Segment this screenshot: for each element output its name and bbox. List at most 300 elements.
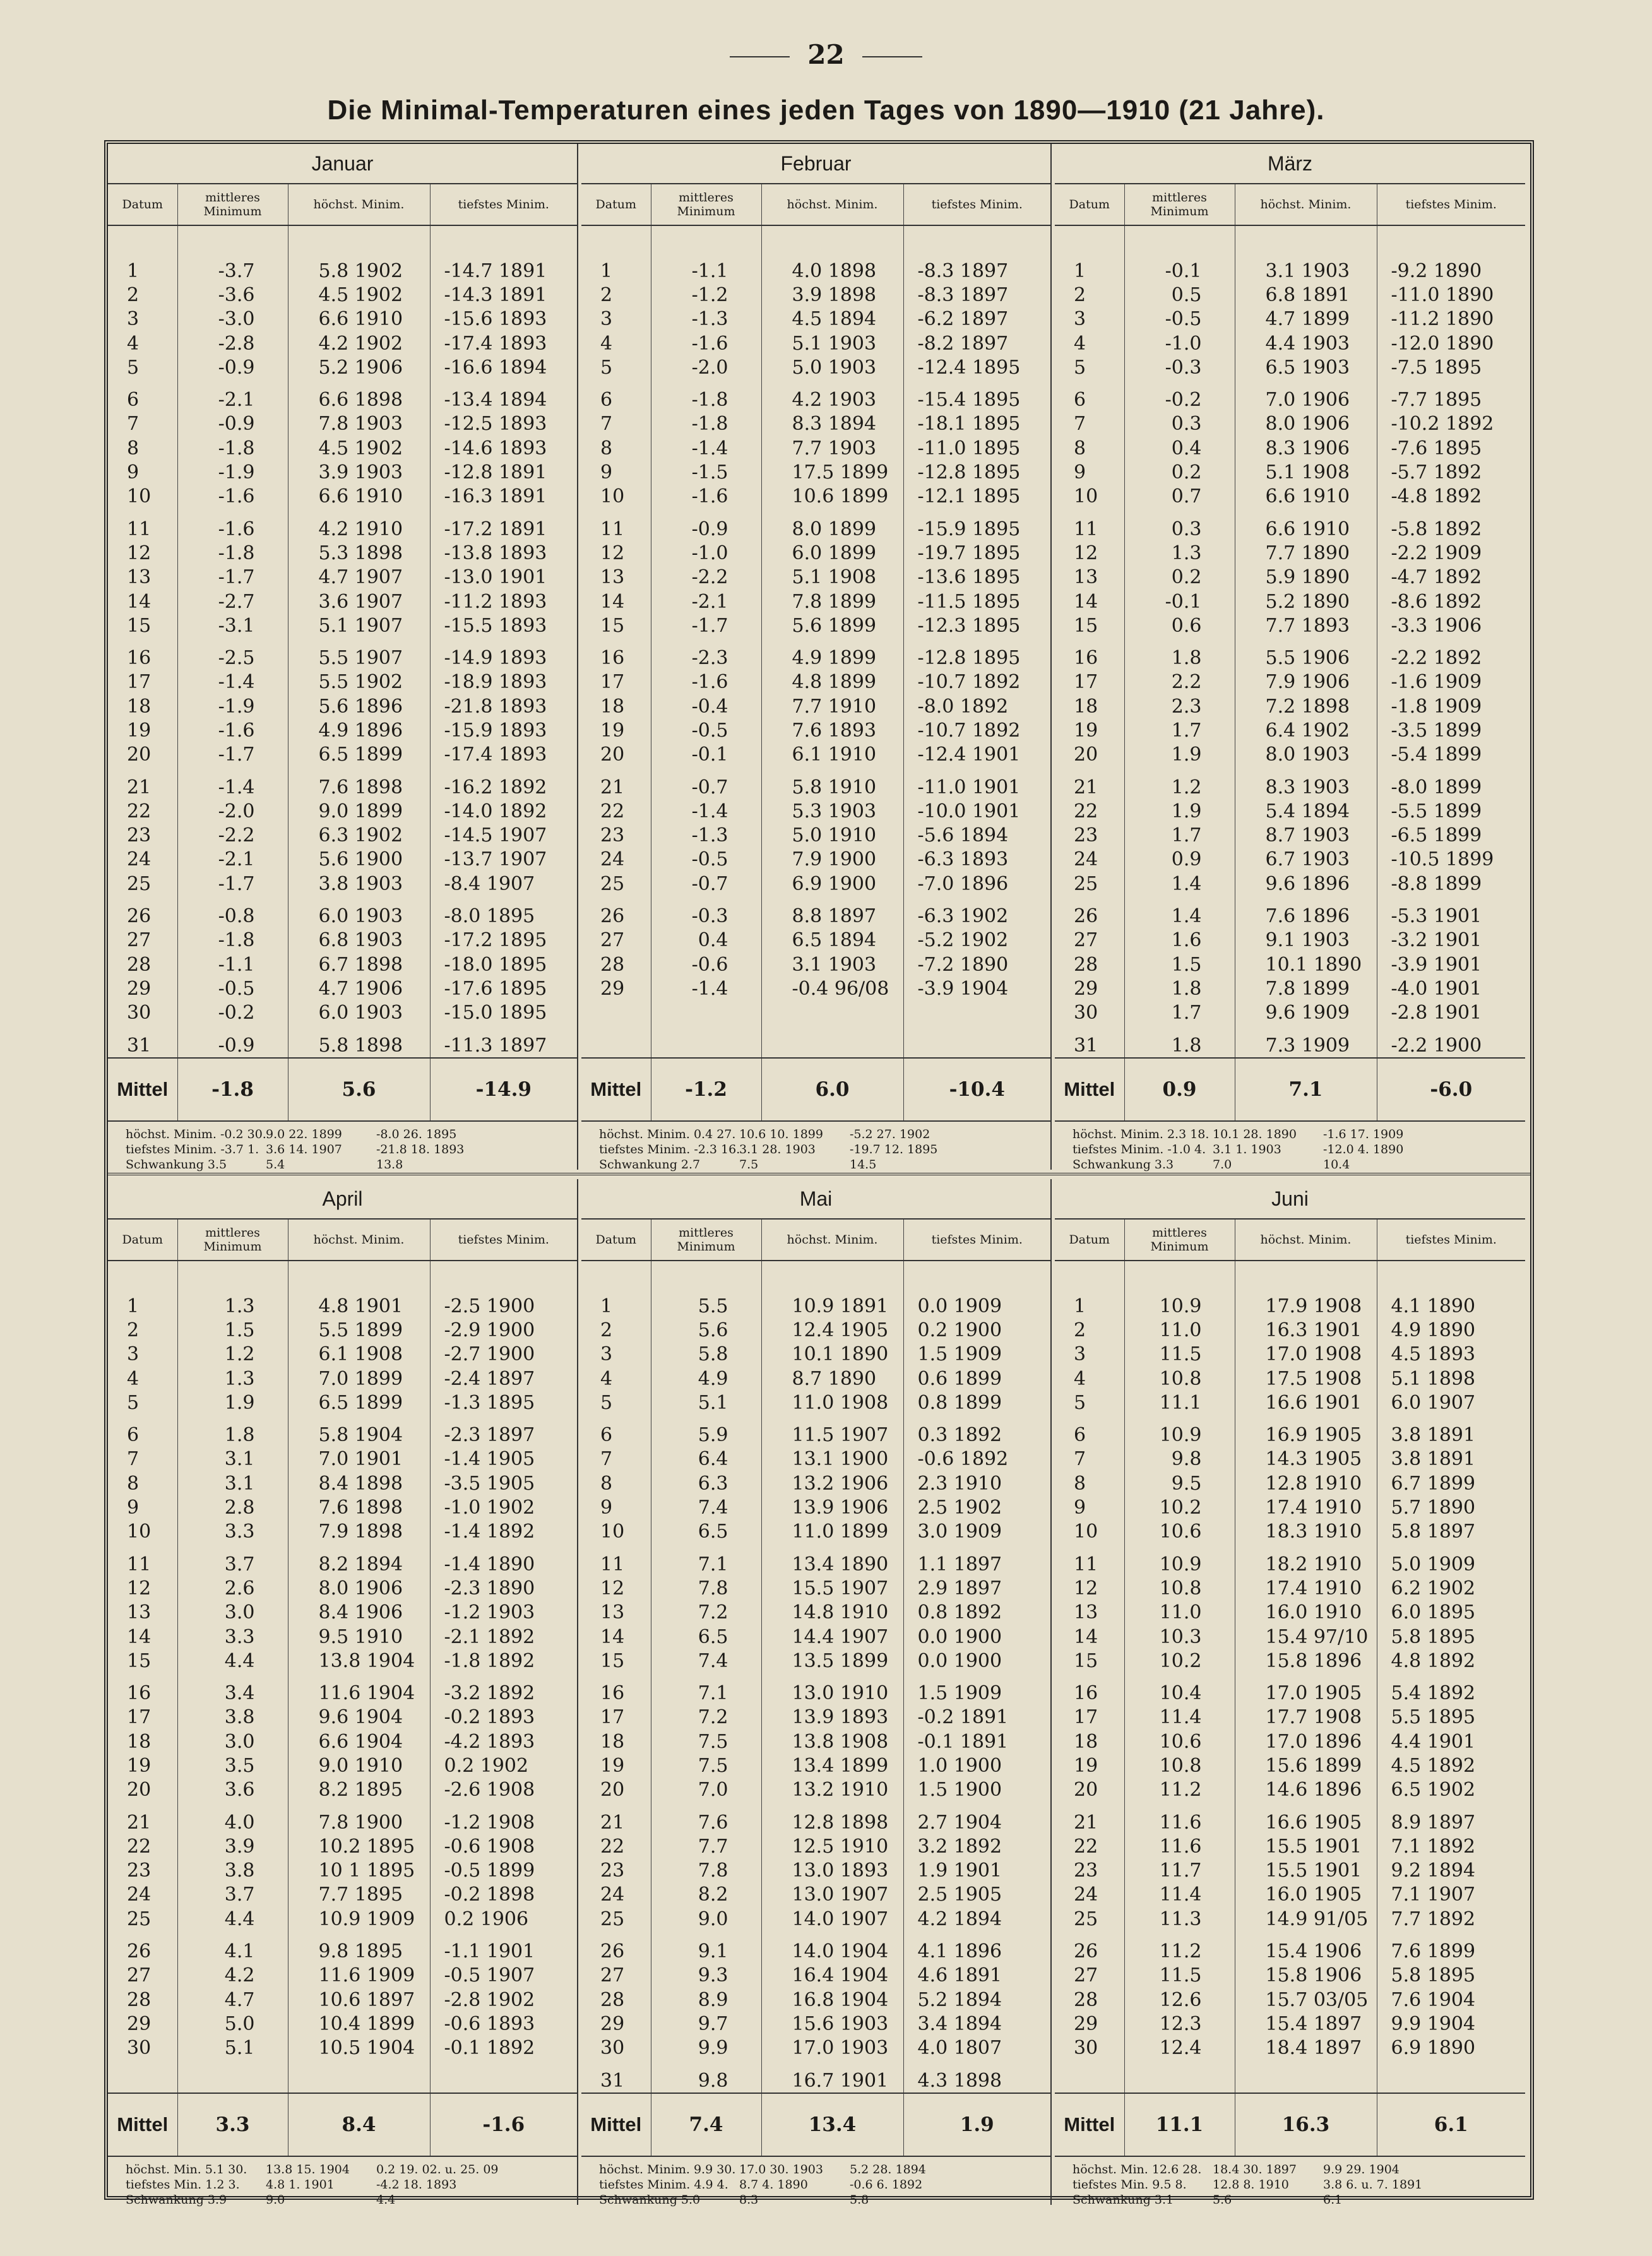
day-cell: 9	[1055, 460, 1124, 484]
day-cell: 15	[1055, 614, 1124, 638]
highest-min-cell: 8.4 1898	[288, 1471, 430, 1495]
table-row	[581, 694, 1050, 718]
lowest-min-cell: -1.3 1895	[444, 1391, 535, 1414]
highest-min-cell: 16.7 1901	[761, 2060, 903, 2093]
mean-min-cell: -1.0	[651, 541, 761, 565]
table-row	[108, 1802, 577, 1834]
highest-min-cell: 7.6 1898	[288, 1495, 430, 1519]
lowest-min-cell: 2.5 1905	[917, 1884, 1002, 1906]
lowest-min-cell: 6.0 1895	[1391, 1601, 1476, 1624]
day-cell: 27	[108, 929, 177, 953]
month-table	[1055, 144, 1525, 1122]
mean-min-cell: 4.4	[177, 1907, 288, 1931]
lowest-min-cell: 4.0 1807	[917, 2037, 1002, 2060]
table-row	[581, 1673, 1050, 1705]
mean-min-cell: -2.0	[651, 355, 761, 379]
table-row	[1055, 1520, 1525, 1544]
month-table	[108, 1179, 577, 2157]
highest-min-cell: 13.9 1906	[761, 1495, 903, 1519]
mean-min-cell: -2.2	[177, 824, 288, 848]
mean-min-cell: -1.4	[177, 767, 288, 799]
mittel-label: Mittel	[581, 2093, 651, 2156]
highest-min-cell: 14.0 1907	[761, 1907, 903, 1931]
highest-min-cell: 5.2 1890	[1235, 590, 1377, 614]
mean-min-cell: 7.2	[651, 1601, 761, 1625]
mittel-lowest: -10.4	[903, 1058, 1050, 1121]
mean-min-cell: 1.4	[1124, 872, 1235, 896]
day-cell: 31	[108, 1025, 177, 1058]
mean-min-cell: 4.4	[177, 1649, 288, 1673]
highest-min-cell: 10.1 1890	[761, 1343, 903, 1367]
highest-min-cell: 7.2 1898	[1235, 694, 1377, 718]
mean-min-cell: -1.0	[1124, 331, 1235, 355]
table-row	[108, 1495, 577, 1519]
table-row	[108, 1625, 577, 1649]
lowest-min-cell: -1.1 1901	[444, 1940, 535, 1963]
day-cell: 29	[581, 977, 651, 1000]
extremes-block	[581, 2157, 1050, 2207]
highest-min-cell: 17.0 1896	[1235, 1730, 1377, 1754]
day-cell: 29	[1055, 977, 1124, 1000]
highest-min-cell: 8.0 1899	[761, 509, 903, 541]
mean-min-cell: -0.1	[1124, 590, 1235, 614]
table-row	[108, 670, 577, 694]
day-cell: 7	[1055, 412, 1124, 436]
highest-min-cell: 17.4 1910	[1235, 1576, 1377, 1600]
table-row	[581, 1520, 1050, 1544]
mean-min-cell: -1.6	[651, 485, 761, 509]
mean-min-cell: 9.7	[651, 2012, 761, 2036]
highest-min-cell: 15.7 03/05	[1235, 1988, 1377, 2012]
day-cell: 19	[1055, 1754, 1124, 1778]
mean-min-cell: -1.9	[177, 694, 288, 718]
mean-min-cell: 3.3	[177, 1625, 288, 1649]
day-cell: 19	[108, 718, 177, 742]
extremes-highest: 9.0	[266, 2193, 285, 2207]
highest-min-cell: 6.0 1899	[761, 541, 903, 565]
extremes-lowest: 5.8	[850, 2193, 869, 2207]
table-row	[108, 1730, 577, 1754]
highest-min-cell: 4.9 1896	[288, 718, 430, 742]
day-cell: 5	[1055, 1391, 1124, 1415]
lowest-min-cell: -13.7 1907	[444, 848, 547, 871]
table-row	[1055, 1964, 1525, 1988]
day-cell: 4	[108, 331, 177, 355]
day-cell: 26	[108, 1931, 177, 1963]
mean-min-cell: 10.2	[1124, 1495, 1235, 1519]
extremes-highest: 12.8 8. 1910	[1213, 2178, 1289, 2192]
highest-min-cell: 6.5 1903	[1235, 355, 1377, 379]
day-cell: 28	[581, 1988, 651, 2012]
highest-min-cell: 13.1 1900	[761, 1447, 903, 1471]
lowest-min-cell: -2.9 1900	[444, 1319, 535, 1341]
day-cell: 4	[581, 331, 651, 355]
mean-min-cell: 3.1	[177, 1447, 288, 1471]
col-header-tiefst: tiefstes Minim.	[1377, 184, 1525, 225]
extremes-lowest: -21.8 18. 1893	[376, 1143, 465, 1157]
col-header-datum: Datum	[108, 184, 177, 225]
table-row	[108, 1778, 577, 1802]
table-row	[581, 614, 1050, 638]
mittel-lowest: -1.6	[430, 2093, 577, 2156]
mean-min-cell: 12.3	[1124, 2012, 1235, 2036]
table-row	[1055, 953, 1525, 977]
highest-min-cell: 7.7 1903	[761, 436, 903, 460]
lowest-min-cell: -12.4 1895	[917, 356, 1021, 379]
col-header-mittleres: mittleres Minimum	[177, 1219, 288, 1261]
lowest-min-cell	[1377, 2060, 1525, 2093]
mean-min-cell: 11.4	[1124, 1883, 1235, 1907]
day-cell: 26	[581, 896, 651, 928]
lowest-min-cell: -5.6 1894	[917, 824, 1009, 847]
highest-min-cell: 5.5 1902	[288, 670, 430, 694]
highest-min-cell: 4.2 1903	[761, 379, 903, 412]
mittel-lowest: 6.1	[1377, 2093, 1525, 2156]
day-cell: 2	[581, 1318, 651, 1342]
extremes-line	[1073, 1127, 1525, 1142]
extremes-highest: 5.6	[1213, 2193, 1232, 2207]
highest-min-cell: 4.9 1899	[761, 638, 903, 670]
mean-min-cell: -1.3	[651, 824, 761, 848]
table-row	[108, 460, 577, 484]
mean-min-cell: 5.8	[651, 1343, 761, 1367]
table-row	[1055, 1907, 1525, 1931]
lowest-min-cell: 0.2 1900	[917, 1319, 1002, 1341]
highest-min-cell: 5.5 1899	[288, 1318, 430, 1342]
extremes-line	[126, 1127, 577, 1142]
mean-min-cell: 1.8	[177, 1415, 288, 1447]
day-cell: 6	[108, 1415, 177, 1447]
day-cell: 18	[581, 694, 651, 718]
highest-min-cell: 14.8 1910	[761, 1601, 903, 1625]
lowest-min-cell: -13.6 1895	[917, 566, 1021, 589]
highest-min-cell: 6.6 1910	[1235, 485, 1377, 509]
mean-min-cell: -0.6	[651, 953, 761, 977]
extremes-block	[108, 1122, 577, 1172]
highest-min-cell: 9.0 1899	[288, 799, 430, 823]
lowest-min-cell: -11.3 1897	[444, 1034, 547, 1057]
day-cell: 25	[581, 1907, 651, 1931]
highest-min-cell: 4.5 1902	[288, 436, 430, 460]
extremes-lowest: -5.2 27. 1902	[850, 1127, 930, 1142]
mean-min-cell: 12.4	[1124, 2036, 1235, 2060]
mean-min-cell: -3.6	[177, 283, 288, 307]
highest-min-cell: 15.4 1906	[1235, 1931, 1377, 1963]
month-name: Februar	[581, 144, 1050, 184]
day-cell: 15	[108, 614, 177, 638]
highest-min-cell: 17.0 1905	[1235, 1673, 1377, 1705]
mean-min-cell: 1.8	[1124, 977, 1235, 1000]
mean-min-cell: 11.6	[1124, 1834, 1235, 1858]
mean-min-cell: -0.2	[1124, 379, 1235, 412]
table-row	[581, 1778, 1050, 1802]
mittel-mean: -1.2	[651, 1058, 761, 1121]
day-cell: 10	[108, 1520, 177, 1544]
extremes-label: Schwankung 3.1	[1073, 2193, 1174, 2207]
lowest-min-cell: 6.0 1907	[1391, 1391, 1476, 1414]
mean-min-cell: 7.8	[651, 1859, 761, 1883]
day-cell: 15	[581, 614, 651, 638]
lowest-min-cell: -15.9 1895	[917, 518, 1021, 540]
table-row	[1055, 1730, 1525, 1754]
table-row	[108, 896, 577, 928]
lowest-min-cell: -13.8 1893	[444, 542, 547, 564]
lowest-min-cell: -4.7 1892	[1391, 566, 1482, 589]
table-row	[1055, 590, 1525, 614]
lowest-min-cell: -0.1 1892	[444, 2037, 535, 2060]
extremes-lowest: 6.1	[1323, 2193, 1343, 2207]
day-cell: 5	[108, 355, 177, 379]
lowest-min-cell: -14.6 1893	[444, 437, 547, 460]
highest-min-cell: 6.8 1903	[288, 929, 430, 953]
highest-min-cell: 5.0 1910	[761, 824, 903, 848]
lowest-min-cell: -17.2 1891	[444, 518, 547, 540]
highest-min-cell: 7.3 1909	[1235, 1025, 1377, 1058]
table-row	[108, 1343, 577, 1367]
lowest-min-cell: -18.0 1895	[444, 953, 547, 976]
extremes-line	[599, 2192, 1050, 2207]
extremes-label: höchst. Minim. -0.2 30.	[126, 1127, 266, 1142]
table-row	[1055, 743, 1525, 767]
lowest-min-cell: 4.5 1892	[1391, 1754, 1476, 1777]
mean-min-cell: -1.6	[177, 485, 288, 509]
table-row	[108, 1471, 577, 1495]
lowest-min-cell: -15.4 1895	[917, 389, 1021, 412]
mean-min-cell: -2.1	[177, 379, 288, 412]
mean-min-cell: 0.2	[1124, 566, 1235, 590]
day-cell: 9	[581, 1495, 651, 1519]
lowest-min-cell: -4.0 1901	[1391, 977, 1482, 1000]
highest-min-cell: 5.8 1898	[288, 1025, 430, 1058]
day-cell: 2	[108, 283, 177, 307]
table-row	[1055, 1415, 1525, 1447]
day-cell: 14	[108, 590, 177, 614]
day-cell: 12	[1055, 541, 1124, 565]
lowest-min-cell: -1.4 1905	[444, 1448, 535, 1471]
lowest-min-cell: -15.9 1893	[444, 719, 547, 742]
mean-min-cell: -1.4	[651, 436, 761, 460]
day-cell	[581, 1025, 651, 1058]
table-row	[108, 694, 577, 718]
highest-min-cell: 11.6 1909	[288, 1964, 430, 1988]
lowest-min-cell: -8.3 1897	[917, 259, 1009, 282]
day-cell: 12	[108, 1576, 177, 1600]
table-row	[108, 1988, 577, 2012]
col-header-mittleres: mittleres Minimum	[177, 184, 288, 225]
day-cell: 16	[581, 638, 651, 670]
extremes-lowest: -0.6 6. 1892	[850, 2178, 923, 2192]
lowest-min-cell: -14.5 1907	[444, 824, 547, 847]
extremes-highest: 13.8 15. 1904	[266, 2163, 350, 2177]
table-row	[108, 509, 577, 541]
lowest-min-cell: -3.9 1904	[917, 977, 1009, 1000]
table-row	[108, 638, 577, 670]
lowest-min-cell: -5.8 1892	[1391, 518, 1482, 540]
lowest-min-cell: 4.1 1896	[917, 1940, 1002, 1963]
lowest-min-cell: -1.6 1909	[1391, 671, 1482, 694]
lowest-min-cell: -8.2 1897	[917, 332, 1009, 355]
extremes-line	[126, 2177, 577, 2192]
table-row	[108, 1001, 577, 1025]
col-header-tiefst: tiefstes Minim.	[903, 184, 1050, 225]
month-name: April	[108, 1179, 577, 1219]
table-row	[581, 379, 1050, 412]
mean-min-cell: 1.4	[1124, 896, 1235, 928]
table-row	[581, 743, 1050, 767]
highest-min-cell: 17.0 1908	[1235, 1343, 1377, 1367]
mean-min-cell: 3.8	[177, 1706, 288, 1730]
table-row	[581, 1802, 1050, 1834]
day-cell: 29	[108, 977, 177, 1000]
table-row	[108, 1294, 577, 1318]
mean-min-cell: -2.2	[651, 566, 761, 590]
day-cell: 21	[108, 1802, 177, 1834]
highest-min-cell: 5.6 1899	[761, 614, 903, 638]
day-cell: 22	[1055, 799, 1124, 823]
table-row	[581, 1391, 1050, 1415]
day-cell: 13	[1055, 1601, 1124, 1625]
highest-min-cell: 12.8 1898	[761, 1802, 903, 1834]
mean-min-cell: 11.6	[1124, 1802, 1235, 1834]
highest-min-cell: 7.6 1896	[1235, 896, 1377, 928]
day-cell: 22	[581, 799, 651, 823]
month-table	[108, 144, 577, 1122]
day-cell: 1	[1055, 259, 1124, 283]
lowest-min-cell: 0.0 1909	[917, 1295, 1002, 1317]
table-row	[1055, 412, 1525, 436]
day-cell: 2	[581, 283, 651, 307]
mean-min-cell: -0.5	[177, 977, 288, 1000]
highest-min-cell: 10.6 1897	[288, 1988, 430, 2012]
lowest-min-cell: -11.2 1893	[444, 590, 547, 613]
mean-min-cell: -0.9	[651, 509, 761, 541]
lowest-min-cell: 4.1 1890	[1391, 1295, 1476, 1317]
table-row	[1055, 541, 1525, 565]
highest-min-cell: 6.8 1891	[1235, 283, 1377, 307]
table-row	[581, 1495, 1050, 1519]
extremes-label: Schwankung 2.7	[599, 1158, 701, 1172]
month-name: März	[1055, 144, 1525, 184]
day-cell: 25	[108, 872, 177, 896]
table-row	[581, 767, 1050, 799]
mean-min-cell: 3.4	[177, 1673, 288, 1705]
table-row	[108, 953, 577, 977]
day-cell: 18	[581, 1730, 651, 1754]
highest-min-cell: 12.5 1910	[761, 1834, 903, 1858]
day-cell: 17	[108, 1706, 177, 1730]
lowest-min-cell: -8.0 1899	[1391, 776, 1482, 799]
extremes-highest: 9.0 22. 1899	[266, 1127, 342, 1142]
lowest-min-cell: 0.0 1900	[917, 1649, 1002, 1672]
table-row	[581, 1649, 1050, 1673]
highest-min-cell: 5.5 1906	[1235, 638, 1377, 670]
lowest-min-cell: -15.6 1893	[444, 308, 547, 331]
day-cell: 11	[1055, 1544, 1124, 1576]
mean-min-cell: 0.2	[1124, 460, 1235, 484]
extremes-block	[581, 1122, 1050, 1172]
table-row	[581, 1576, 1050, 1600]
extremes-highest: 3.6 14. 1907	[266, 1143, 342, 1157]
day-cell: 24	[1055, 848, 1124, 872]
table-row	[1055, 1625, 1525, 1649]
mean-min-cell: -0.5	[1124, 307, 1235, 331]
day-cell: 13	[581, 566, 651, 590]
lowest-min-cell: -1.2 1903	[444, 1601, 535, 1624]
table-row	[108, 1025, 577, 1058]
highest-min-cell: 3.9 1903	[288, 460, 430, 484]
lowest-min-cell: -17.4 1893	[444, 744, 547, 766]
mean-min-cell: 0.5	[1124, 283, 1235, 307]
lowest-min-cell	[903, 1025, 1050, 1058]
highest-min-cell: 4.7 1899	[1235, 307, 1377, 331]
mean-min-cell: 10.9	[1124, 1294, 1235, 1318]
mean-min-cell: 10.9	[1124, 1544, 1235, 1576]
lowest-min-cell: 0.0 1900	[917, 1625, 1002, 1648]
day-cell	[1055, 2060, 1124, 2093]
extremes-line	[599, 2177, 1050, 2192]
lowest-min-cell: -7.6 1895	[1391, 437, 1482, 460]
day-cell: 16	[108, 638, 177, 670]
table-row	[1055, 1367, 1525, 1391]
extremes-highest: 18.4 30. 1897	[1213, 2163, 1297, 2177]
table-row	[108, 872, 577, 896]
highest-min-cell: 13.8 1908	[761, 1730, 903, 1754]
highest-min-cell: 4.2 1910	[288, 509, 430, 541]
mean-min-cell: -0.1	[1124, 259, 1235, 283]
day-cell: 11	[1055, 509, 1124, 541]
lowest-min-cell: 1.9 1901	[917, 1860, 1002, 1882]
highest-min-cell: 4.7 1906	[288, 977, 430, 1000]
table-row	[1055, 670, 1525, 694]
lowest-min-cell: -2.6 1908	[444, 1779, 535, 1802]
mean-min-cell: -0.1	[651, 743, 761, 767]
highest-min-cell: 13.4 1899	[761, 1754, 903, 1778]
lowest-min-cell: -10.0 1901	[917, 800, 1021, 822]
mean-min-cell: -0.2	[177, 1001, 288, 1025]
extremes-label: höchst. Min. 12.6 28.	[1073, 2163, 1202, 2177]
highest-min-cell: 9.0 1910	[288, 1754, 430, 1778]
mean-min-cell: -1.4	[177, 670, 288, 694]
highest-min-cell: 8.2 1894	[288, 1544, 430, 1576]
table-row	[108, 1544, 577, 1576]
mean-min-cell: 6.5	[651, 1520, 761, 1544]
extremes-label: tiefstes Minim. 4.9 4.	[599, 2178, 728, 2192]
table-row	[1055, 436, 1525, 460]
mean-min-cell: 1.2	[177, 1343, 288, 1367]
highest-min-cell: 15.4 1897	[1235, 2012, 1377, 2036]
extremes-label: höchst. Min. 5.1 30.	[126, 2163, 247, 2177]
mittel-mean: 3.3	[177, 2093, 288, 2156]
table-row	[1055, 1931, 1525, 1963]
highest-min-cell: 7.6 1893	[761, 718, 903, 742]
extremes-highest: 3.1 1. 1903	[1213, 1143, 1281, 1157]
table-row	[581, 1754, 1050, 1778]
highest-min-cell: 7.6 1898	[288, 767, 430, 799]
mean-min-cell: 1.2	[1124, 767, 1235, 799]
highest-min-cell: 15.5 1907	[761, 1576, 903, 1600]
table-row	[1055, 1447, 1525, 1471]
col-header-mittleres: mittleres Minimum	[651, 184, 761, 225]
mean-min-cell: 6.3	[651, 1471, 761, 1495]
mean-min-cell: -1.7	[651, 614, 761, 638]
lowest-min-cell: 4.4 1901	[1391, 1730, 1476, 1753]
lowest-min-cell: -16.2 1892	[444, 776, 547, 799]
table-row	[108, 1415, 577, 1447]
table-row	[581, 1025, 1050, 1058]
col-header-datum: Datum	[581, 1219, 651, 1261]
highest-min-cell: 9.5 1910	[288, 1625, 430, 1649]
table-row	[108, 1907, 577, 1931]
